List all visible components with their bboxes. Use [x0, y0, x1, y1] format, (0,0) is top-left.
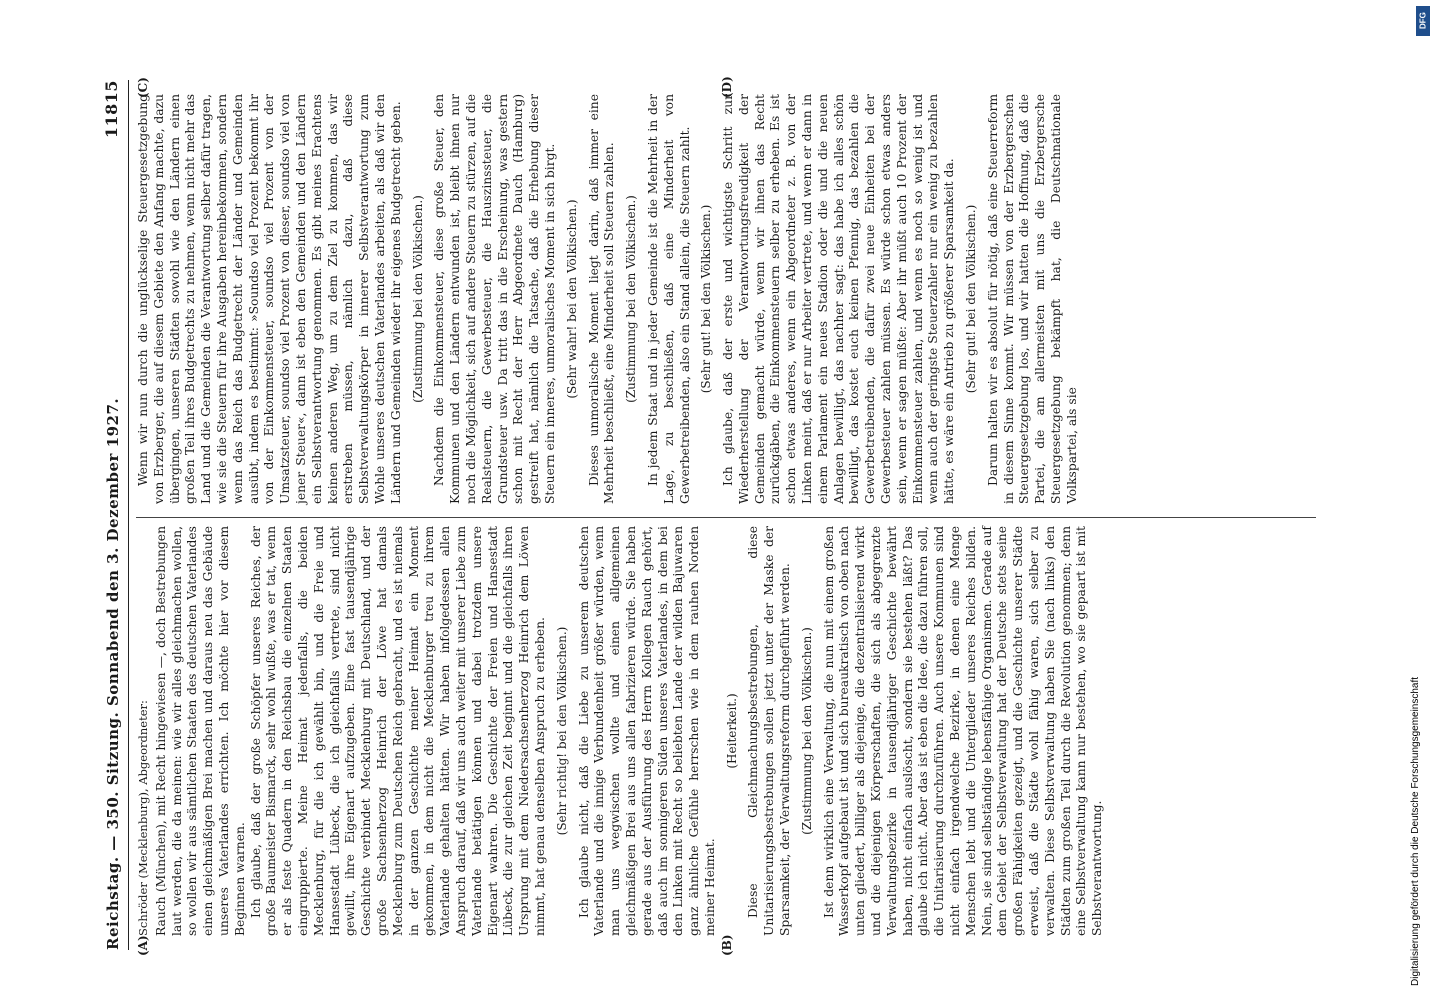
interjection: (Zustimmung bei den Völkischen.) [799, 627, 814, 835]
paragraph: Diese Gleichmachungsbestrebungen, diese Unitarisierungsbestrebungen sollen jetzt unter der Maske der Sparsamkeit, der Verwaltungsreform durchgeführt werden. [746, 526, 793, 936]
paragraph: Ich glaube nicht, daß die Liebe zu unserem deutschen Vaterlande und die innige Verbundenheit größer würden, wenn man uns wegwischen wollte und einen allgemeinen gleichmäßigen Brei aus uns allen fabrizieren würde. Sie haben gerade aus der Ausführung des Herrn Kollegen Rauch gehört, daß auch im sonnigeren Süden unseres Vaterlandes, in dem bei den Linken mit Recht so beliebten Lande der wilden Bajuwaren ganz ähnliche Gefühle herrschen wie in dem rauhen Norden meiner Heimat. [576, 526, 717, 936]
paragraph: Dieses unmoralische Moment liegt darin, daß immer eine Mehrheit beschließt, eine Minderheit soll Steuern zahlen. [586, 94, 617, 504]
right-column [136, 94, 1081, 504]
paragraph: Nachdem die Einkommensteuer, diese große Steuer, den Kommunen und den Ländern entwunden ist, bleibt ihnen nur noch die Möglichkeit, sich auf andere Steuern zu stürzen, auf die Realsteuern, die Gewerbesteuer, die Hauszinssteuer, die Grundsteuer usw. Da tritt das in die Erscheinung, was gestern schon mit Recht der Herr Abgeordnete Dauch (Hamburg) gestreift hat, nämlich die Tatsache, daß die Erhebung dieser Steuern ein inneres, unmoralisches Moment in sich birgt. [432, 94, 557, 504]
interjection: (Heiterkeit.) [724, 693, 739, 769]
interjection: (Sehr wahr! bei den Völkischen.) [564, 199, 579, 399]
left-column [136, 526, 1106, 936]
paragraph: Ist denn wirklich eine Verwaltung, die nun mit einem großen Wasserkopf aufgebaut ist und sich bureaukratisch von oben nach unten gliedert, billiger als diejenige, die dezentralisierend wirkt und die diejenigen Körperschaften, die sich als abgegrenzte Verwaltungsbezirke in tausendjähriger Geschichte bewährt haben, nicht einfach auslöscht, sondern sie bestehen läßt? Das glaube ich nicht. Aber das ist eben die Idee, die dazu führen soll, die Unitarisierung durchzuführen. Auch unsere Kommunen sind nicht einfach irgendwelche Bezirke, in denen eine Menge Menschen lebt und die Unterglieder unseres Reiches bilden. Nein, sie sind selbständige lebensfähige Organismen. Gerade auf dem Gebiet der Selbstverwaltung hat der Deutsche stets seine großen Fähigkeiten gezeigt, und die Geschichte unserer Städte erweist, daß die Städte wohl fähig waren, sich selber zu verwalten. Diese Selbstverwaltung haben Sie (nach links) den Städten zum großen Teil durch die Revolution genommen; denn eine Selbstverwaltung kann nur bestehen, wo sie gepaart ist mit Selbstverantwortung. [821, 526, 1105, 936]
interjection: (Sehr gut! bei den Völkischen.) [699, 204, 714, 394]
paragraph: Rauch (München), mit Recht hingewiesen —, doch Bestrebungen laut werden, die da meinen: wie wir alles gleichmachen wollen, so wollen wir aus sämtlichen Staaten des deutschen Vaterlandes einen gleichmäßigen Brei machen und daraus neu das Gebäude unseres Vaterlandes errichten. Ich möchte hier vor diesem Beginnen warnen. [153, 526, 247, 936]
interjection: (Zustimmung bei den Völkischen.) [624, 195, 639, 403]
rotated-document-page [100, 76, 1330, 956]
interjection: (Zustimmung bei den Völkischen.) [410, 195, 425, 403]
interjection: (Sehr richtig! bei den Völkischen.) [554, 626, 569, 836]
margin-marker-d: (D) [720, 76, 734, 98]
digitization-credit: Digitalisierung gefördert durch die Deutsche Forschungsgemeinschaft [1410, 676, 1421, 986]
page-number: 11815 [102, 80, 121, 139]
margin-marker-a: (A) [136, 935, 150, 956]
paragraph: Ich glaube, daß der große Schöpfer unseres Reiches, der große Baumeister Bismarck, sehr wohl wußte, was er tat, wenn er als feste Quadern in den Reichsbau die einzelnen Staaten eingruppierte. Meine Heimat jedenfalls, die beiden Mecklenburg, für die ich gewählt bin, und die Freie und Hansestadt Lübeck, die ich gleichfalls vertrete, sind nicht gewillt, ihre Eigenart aufzugeben. Eine fast tausendjährige Geschichte verbindet Mecklenburg mit Deutschland, und der große Sachsenherzog Heinrich der Löwe hat damals Mecklenburg zum Deutschen Reich gebracht, und es ist niemals in der ganzen Geschichte meiner Heimat ein Moment gekommen, in dem nicht die Mecklenburger treu zu ihrem Vaterlande gehalten hätten. Wir haben infolgedessen allen Anspruch darauf, daß wir uns auch weiter mit unserer Liebe zum Vaterlande betätigen können und dabei trotzdem unsere Eigenart wahren. Die Geschichte der Freien und Hansestadt Lübeck, die zur gleichen Zeit beginnt und die gleichfalls ihren Ursprung mit dem Niedersachsenherzog Heinrich dem Löwen nimmt, hat genau denselben Anspruch zu erheben. [248, 526, 547, 936]
running-title: Reichstag. — 350. Sitzung. Sonnabend den 3. Dezember 1927. [104, 397, 122, 950]
margin-marker-b: (B) [720, 934, 734, 956]
paragraph: Ich glaube, daß der erste und wichtigste Schritt zur Wiederherstellung der Verantwortungsfreudigkeit der Gemeinden gemacht würde, wenn wir ihnen das Recht zurückgäben, die Einkommensteuern selber zu erheben. Es ist schon etwas anderes, wenn ein Abgeordneter z. B. von der Linken meint, daß er nur Arbeiter vertrete, und wenn er dann in einem Parlament ein neues Stadion oder die und die neuen Anlagen bewilligt, das nachher sagt: das habe ich alles schön bewilligt, das kostet euch keinen Pfennig, das bezahlen die Gewerbetreibenden, die dafür zwei neue Einheiten bei der Gewerbesteuer zahlen müssen. Es würde schon etwas anders sein, wenn er sagen müßte: Aber ihr müßt auch 10 Prozent der Einkommensteuer zahlen, und wenn es noch so wenig ist und wenn auch der geringste Steuerzahler nur ein wenig zu bezahlen hätte, es wäre ein Antrieb zu größerer Sparsamkeit da. [721, 94, 957, 504]
digitization-credit-sidebar [1410, 6, 1428, 994]
paragraph: Darum halten wir es absolut für nötig, daß eine Steuerreform in diesem Sinne kommt. Wir müssen von der Erzbergerschen Steuergesetzgebung los, und wir hatten die Hoffnung, daß die Partei, die am allermeisten mit uns die Erzbergersche Steuergesetzgebung bekämpft hat, die Deutschnationale Volkspartei, als sie [985, 94, 1079, 504]
paragraph: In jedem Staat und in jeder Gemeinde ist die Mehrheit in der Lage, zu beschließen, daß eine Minderheit von Gewerbetreibenden, also ein Stand allein, die Steuern zahlt. [645, 94, 692, 504]
margin-marker-c: (C) [136, 77, 150, 98]
speaker-line: Schröder (Mecklenburg), Abgeordneter: [136, 700, 150, 936]
dfg-logo: DFG [1416, 6, 1430, 36]
column-divider [136, 517, 1316, 518]
interjection: (Sehr gut! bei den Völkischen.) [964, 204, 979, 394]
page-header [100, 80, 128, 950]
header-rule [128, 80, 129, 950]
paragraph: Wenn wir nun durch die unglückselige Steuergesetzgebung von Erzberger, die auf diesem Gebiete den Anfang machte, dazu übergingen, unseren Städten sowohl wie den Ländern einen großen Teil ihres Budgetrechts zu nehmen, wenn nicht mehr das Land und die Gemeinden die Verantwortung selber dafür tragen, wie sie die Steuern für ihre Ausgaben hereinbekommen, sondern wenn das Reich das Budgetrecht der Länder und Gemeinden ausübt, indem es bestimmt: »Soundso viel Prozent bekommt ihr von der Einkommensteuer, soundso viel Prozent von der Umsatzsteuer, soundso viel Prozent von dieser, soundso viel von jener Steuer«, dann ist eben den Gemeinden und den Ländern ein Selbstverantwortung genommen. Es gibt meines Erachtens keinen anderen Weg, um zu dem Ziel zu kommen, das wir erstreben müssen, nämlich dazu, daß diese Selbstverwaltungskörper in innerer Selbstverantwortung zum Wohle unseres deutschen Vaterlandes arbeiten, als daß wir den Ländern und Gemeinden wieder ihr eigenes Budgetrecht geben. [136, 94, 403, 504]
